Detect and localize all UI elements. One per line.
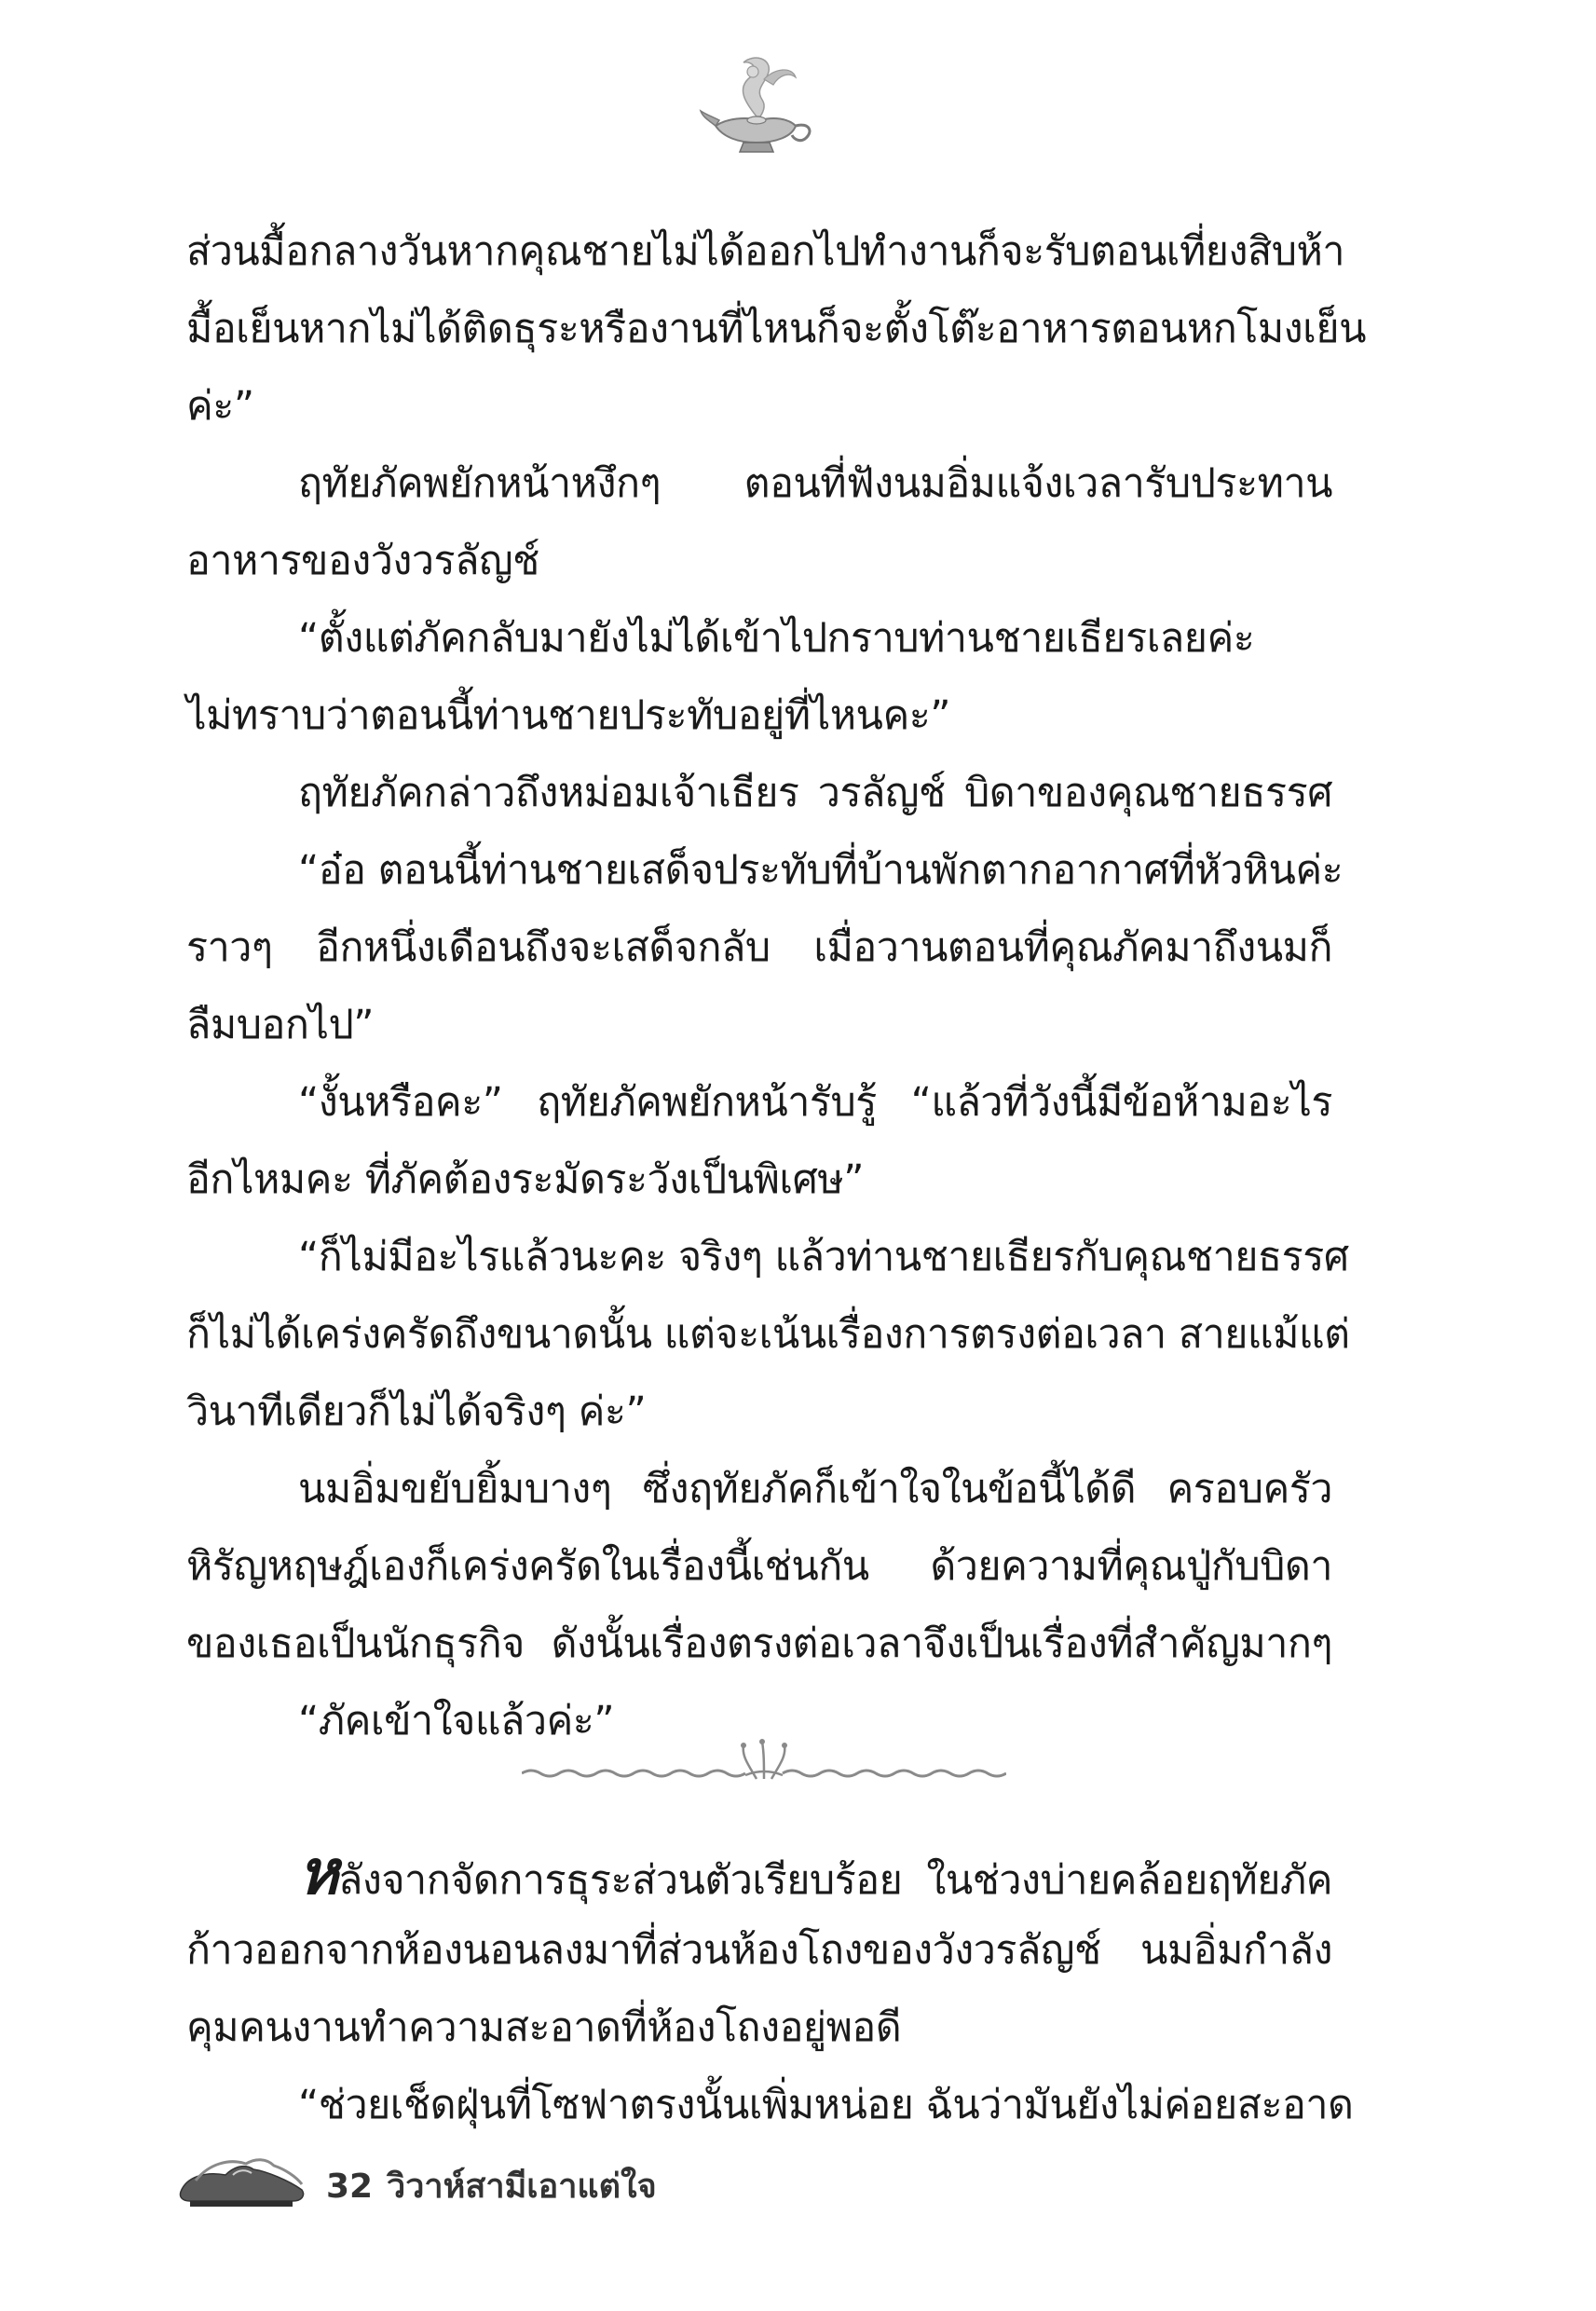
text-line: มื้อเย็นหากไม่ได้ติดธุระหรืองานที่ไหนก็จะตั้งโต๊ะอาหารตอนหกโมงเย็น [186,306,1366,352]
drop-cap: ห [298,1837,339,1908]
text-line: “ภัคเข้าใจแล้วค่ะ” [298,1698,615,1744]
text-line: ฤทัยภัคกล่าวถึงหม่อมเจ้าเธียร วรลัญช์ บิดาของคุณชายธรรศ [298,770,1332,816]
text-line: “ก็ไม่มีอะไรแล้วนะคะ จริงๆ แล้วท่านชายเธียรกับคุณชายธรรศ [298,1234,1349,1280]
genie-lamp-icon [699,51,820,158]
text-line: “งั้นหรือคะ” ฤทัยภัคพยักหน้ารับรู้ “แล้วที่วังนี้มีข้อห้ามอะไร [298,1079,1332,1126]
text-line: อีกไหมคะ ที่ภัคต้องระมัดระวังเป็นพิเศษ” [186,1156,865,1203]
text-line: ราวๆ อีกหนึ่งเดือนถึงจะเสด็จกลับ เมื่อวานตอนที่คุณภัคมาถึงนมก็ [186,924,1332,971]
text-line: ก้าวออกจากห้องนอนลงมาที่ส่วนห้องโถงของวังวรลัญช์ นมอิ่มกำลัง [186,1927,1332,1974]
text-line: ค่ะ” [186,383,254,430]
text-line: ลืมบอกไป” [186,1002,375,1048]
first-line-rest: ลังจากจัดการธุระส่วนตัวเรียบร้อย ในช่วงบ่ายคล้อยฤทัยภัค [338,1857,1332,1904]
page-number: 32 [326,2167,374,2206]
text-line: ส่วนมื้อกลางวันหากคุณชายไม่ได้ออกไปทำงานก็จะรับตอนเที่ยงสิบห้า [186,228,1345,275]
text-line: ไม่ทราบว่าตอนนี้ท่านชายประทับอยู่ที่ไหนคะ” [186,692,951,739]
text-line: “ช่วยเช็ดฝุ่นที่โซฟาตรงนั้นเพิ่มหน่อย ฉันว่ามันยังไม่ค่อยสะอาด [298,2082,1354,2128]
text-line: นมอิ่มขยับยิ้มบางๆ ซึ่งฤทัยภัคก็เข้าใจในข้อนี้ได้ดี ครอบครัว [298,1466,1332,1512]
page-footer [177,2143,829,2227]
text-line: อาหารของวังวรลัญช์ [186,538,539,584]
text-line: วินาทีเดียวก็ไม่ได้จริงๆ ค่ะ” [186,1388,647,1435]
text-line: ฤทัยภัคพยักหน้าหงึกๆ ตอนที่ฟังนมอิ่มแจ้งเวลารับประทาน [298,460,1332,507]
text-line: “อ๋อ ตอนนี้ท่านชายเสด็จประทับที่บ้านพักตากอากาศที่หัวหินค่ะ [298,847,1344,894]
book-title: วิวาห์สามีเอาแต่ใจ [387,2167,657,2206]
flower-divider-icon [522,1738,1006,1794]
text-line: “ตั้งแต่ภัคกลับมายังไม่ได้เข้าไปกราบท่านชายเธียรเลยค่ะ [298,615,1255,662]
text-line: ของเธอเป็นนักธุรกิจ ดังนั้นเรื่องตรงต่อเวลาจึงเป็นเรื่องที่สำคัญมากๆ [186,1620,1332,1667]
shoes-icon [177,2143,307,2218]
text-line-dropcap [298,1837,1332,1908]
text-line: ก็ไม่ได้เคร่งครัดถึงขนาดนั้น แต่จะเน้นเรื่องการตรงต่อเวลา สายแม้แต่ [186,1311,1350,1358]
text-line: หิรัญหฤษฎ์เองก็เคร่งครัดในเรื่องนี้เช่นกัน ด้วยความที่คุณปู่กับบิดา [186,1543,1332,1590]
text-line: คุมคนงานทำความสะอาดที่ห้องโถงอยู่พอดี [186,2004,902,2051]
